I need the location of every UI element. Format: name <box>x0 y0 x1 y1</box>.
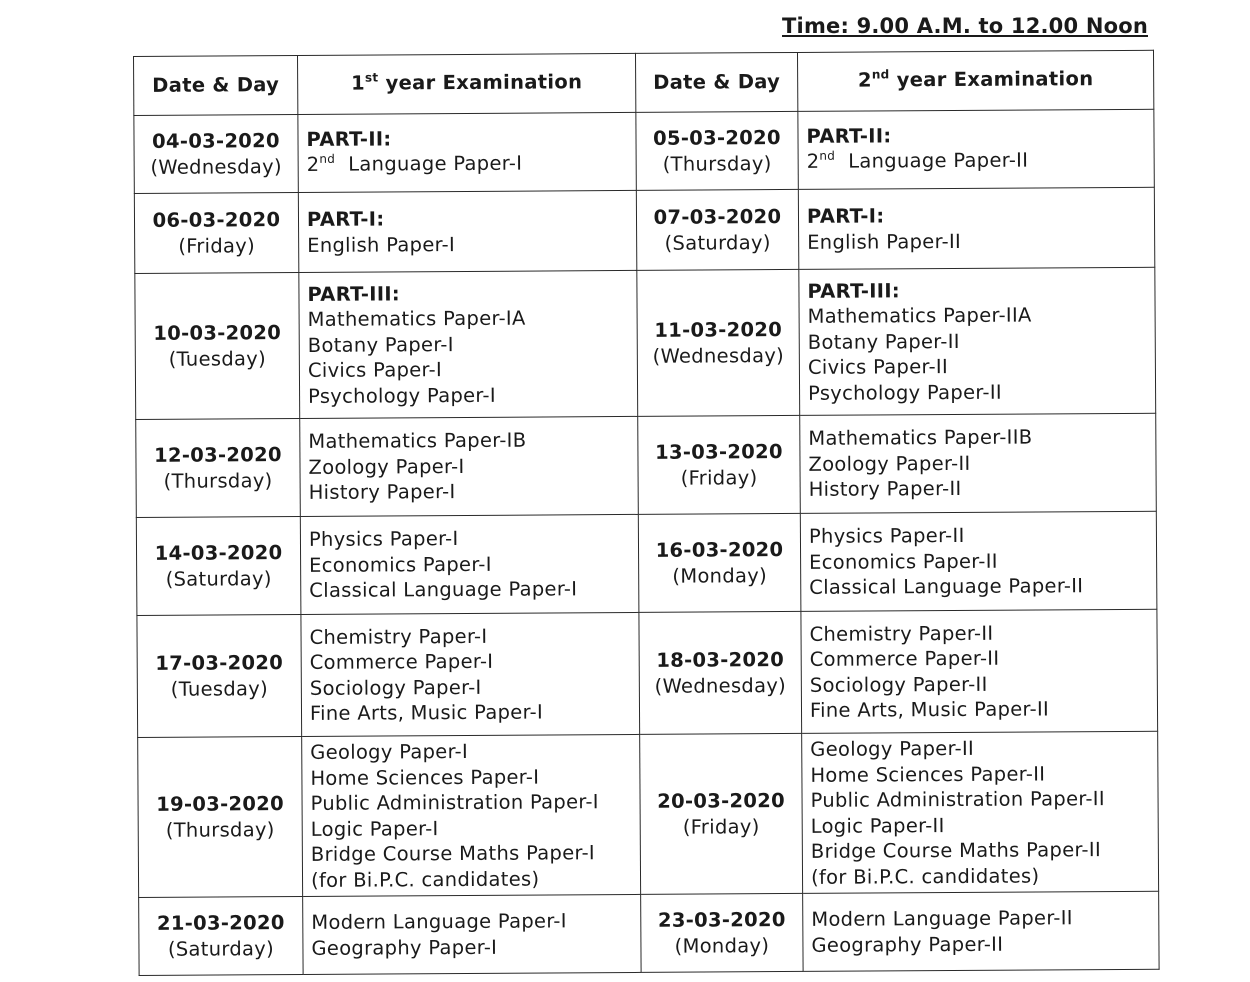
table-row <box>138 731 1159 897</box>
table-row <box>134 109 1154 193</box>
paper-line: History Paper-II <box>808 477 962 502</box>
exam-day: (Monday) <box>674 933 770 958</box>
second-year-date-cell <box>636 189 798 270</box>
exam-time: Time: 9.00 A.M. to 12.00 Noon <box>782 14 1148 38</box>
second-year-exam-cell <box>798 187 1154 269</box>
second-year-exam-cell <box>800 413 1157 513</box>
header-second-year-exam <box>797 50 1153 111</box>
exam-day: (Friday) <box>680 465 758 490</box>
exam-day: (Tuesday) <box>170 676 269 701</box>
paper-line: Public Administration Paper-II <box>810 787 1105 812</box>
exam-day: (Tuesday) <box>168 346 267 371</box>
paper-line: (for Bi.P.C. candidates) <box>310 867 540 892</box>
header-first-year-exam <box>298 53 636 114</box>
ordinal-number: 2 <box>806 149 820 173</box>
header-second-year-ordinal: nd <box>871 67 890 82</box>
ordinal-suffix: nd <box>819 148 836 163</box>
second-year-exam-cell <box>799 267 1156 415</box>
first-year-date-cell <box>135 272 300 419</box>
exam-day: (Wednesday) <box>654 673 787 698</box>
exam-day: (Friday) <box>178 233 256 258</box>
paper-line: Home Sciences Paper-II <box>810 761 1046 787</box>
exam-day: (Wednesday) <box>150 154 282 179</box>
paper-line <box>807 147 1146 178</box>
paper-line: Sociology Paper-I <box>309 675 482 700</box>
second-year-date-cell <box>641 893 803 972</box>
part-label: PART-III: <box>807 279 901 303</box>
exam-date: 16-03-2020 <box>655 538 784 562</box>
exam-day: (Monday) <box>672 563 768 588</box>
exam-day: (Wednesday) <box>652 343 785 368</box>
first-year-date-cell <box>134 114 298 193</box>
table-row <box>139 891 1159 975</box>
paper-line: Sociology Paper-II <box>809 672 988 697</box>
paper-line: English Paper-I <box>307 232 456 257</box>
paper-name: Language Paper-II <box>835 148 1029 173</box>
paper-line: Logic Paper-I <box>310 816 439 841</box>
exam-day: (Friday) <box>682 814 760 839</box>
first-year-exam-cell <box>298 190 636 272</box>
paper-line: Fine Arts, Music Paper-II <box>809 697 1050 722</box>
paper-line: Economics Paper-I <box>309 552 492 577</box>
header-second-year-label: year Examination <box>889 66 1094 92</box>
first-year-date-cell <box>138 736 303 897</box>
paper-line: Bridge Course Maths Paper-II <box>810 838 1102 863</box>
first-year-exam-cell <box>301 612 640 736</box>
first-year-date-cell <box>136 516 301 615</box>
paper-line: Classical Language Paper-I <box>309 577 578 603</box>
paper-line <box>307 150 628 180</box>
exam-date: 13-03-2020 <box>654 440 783 464</box>
paper-line: Mathematics Paper-IIB <box>808 425 1033 451</box>
exam-day: (Thursday) <box>662 151 772 176</box>
paper-line: Zoology Paper-II <box>808 451 971 476</box>
paper-line: Commerce Paper-I <box>309 649 494 674</box>
table-row <box>136 511 1157 615</box>
paper-line: Chemistry Paper-II <box>809 621 994 646</box>
exam-date: 07-03-2020 <box>653 205 782 229</box>
first-year-exam-cell <box>299 270 638 418</box>
paper-line: Botany Paper-I <box>307 332 454 357</box>
exam-day: (Thursday) <box>165 817 275 842</box>
second-year-date-cell <box>640 733 803 894</box>
header-first-year-ordinal: st <box>364 70 379 85</box>
exam-date: 06-03-2020 <box>152 208 281 232</box>
exam-date: 12-03-2020 <box>153 443 282 467</box>
second-year-date-cell <box>638 513 801 612</box>
paper-line: Bridge Course Maths Paper-I <box>310 841 595 866</box>
second-year-date-cell <box>636 111 798 190</box>
paper-line: Physics Paper-II <box>808 524 965 549</box>
part-label: PART-I: <box>806 204 885 228</box>
paper-line: Commerce Paper-II <box>809 646 1000 671</box>
paper-line: Geography Paper-I <box>311 935 498 960</box>
first-year-exam-cell <box>300 514 639 614</box>
paper-line: Geology Paper-I <box>310 739 469 764</box>
paper-line: Geology Paper-II <box>810 736 975 761</box>
header-date-day-first: Date & Day <box>134 55 298 115</box>
second-year-exam-cell <box>802 731 1159 893</box>
ordinal-number: 2 <box>306 152 320 176</box>
exam-date: 10-03-2020 <box>153 321 282 345</box>
paper-line: Classical Language Paper-II <box>809 574 1084 600</box>
paper-line: Modern Language Paper-I <box>311 909 567 934</box>
paper-name: Language Paper-I <box>335 151 523 176</box>
first-year-date-cell <box>139 896 303 975</box>
table-row <box>134 187 1154 273</box>
first-year-exam-cell <box>300 416 639 516</box>
schedule-body <box>134 109 1159 975</box>
paper-line: Physics Paper-I <box>308 527 459 552</box>
exam-day: (Saturday) <box>165 566 272 591</box>
first-year-exam-cell <box>302 734 641 896</box>
paper-line: Civics Paper-I <box>307 358 443 383</box>
header-date-day-second: Date & Day <box>635 52 797 112</box>
first-year-exam-cell <box>298 112 636 192</box>
paper-line: Logic Paper-II <box>810 813 945 838</box>
ordinal-suffix: nd <box>319 151 336 166</box>
paper-line: Fine Arts, Music Paper-I <box>309 700 544 725</box>
second-year-exam-cell <box>803 891 1159 971</box>
paper-line: Chemistry Paper-I <box>309 624 488 649</box>
paper-line: Mathematics Paper-IA <box>307 306 526 332</box>
paper-line: Mathematics Paper-IB <box>308 428 527 454</box>
second-year-exam-cell <box>801 609 1158 733</box>
first-year-date-cell <box>134 192 298 273</box>
table-row <box>137 609 1158 737</box>
table-row <box>135 267 1156 419</box>
exam-day: (Saturday) <box>664 230 771 255</box>
paper-line: Botany Paper-II <box>807 329 960 354</box>
header-second-year-number: 2 <box>857 68 872 92</box>
paper-line: History Paper-I <box>308 480 456 505</box>
exam-day: (Thursday) <box>163 468 273 493</box>
second-year-date-cell <box>639 611 802 734</box>
header-first-year-number: 1 <box>351 71 366 95</box>
part-label: PART-I: <box>306 207 385 231</box>
exam-date: 11-03-2020 <box>654 318 783 342</box>
paper-line: Geography Paper-II <box>811 932 1004 957</box>
part-label: PART-II: <box>806 123 892 148</box>
second-year-date-cell <box>638 415 801 514</box>
exam-date: 04-03-2020 <box>152 129 280 153</box>
exam-day: (Saturday) <box>167 936 275 961</box>
exam-date: 18-03-2020 <box>656 648 785 672</box>
second-year-exam-cell <box>798 109 1154 189</box>
first-year-date-cell <box>136 418 301 517</box>
exam-schedule-table <box>133 50 1160 976</box>
paper-line: Mathematics Paper-IIA <box>807 303 1032 329</box>
header-first-year-label: year Examination <box>378 70 583 95</box>
paper-line: (for Bi.P.C. candidates) <box>810 863 1040 889</box>
exam-date: 21-03-2020 <box>156 911 285 935</box>
paper-line: Modern Language Paper-II <box>811 906 1073 931</box>
exam-date: 20-03-2020 <box>657 789 785 813</box>
exam-date: 19-03-2020 <box>156 792 284 816</box>
exam-date: 17-03-2020 <box>155 651 284 675</box>
first-year-date-cell <box>137 614 302 737</box>
paper-line: Economics Paper-II <box>809 549 998 574</box>
table-header-row <box>134 50 1154 115</box>
exam-date: 05-03-2020 <box>653 126 781 150</box>
paper-line: Psychology Paper-I <box>308 383 496 408</box>
exam-date: 14-03-2020 <box>154 541 283 565</box>
first-year-exam-cell <box>303 894 641 974</box>
table-row <box>136 413 1157 517</box>
paper-line: Psychology Paper-II <box>808 380 1002 405</box>
paper-line: English Paper-II <box>807 229 962 254</box>
part-label: PART-III: <box>307 282 401 306</box>
paper-line: Public Administration Paper-I <box>310 790 599 815</box>
part-label: PART-II: <box>306 126 392 151</box>
paper-line: Zoology Paper-I <box>308 454 465 479</box>
second-year-exam-cell <box>800 511 1157 611</box>
paper-line: Home Sciences Paper-I <box>310 765 540 790</box>
second-year-date-cell <box>637 269 800 416</box>
paper-line: Civics Paper-II <box>807 355 949 380</box>
exam-date: 23-03-2020 <box>657 908 786 932</box>
